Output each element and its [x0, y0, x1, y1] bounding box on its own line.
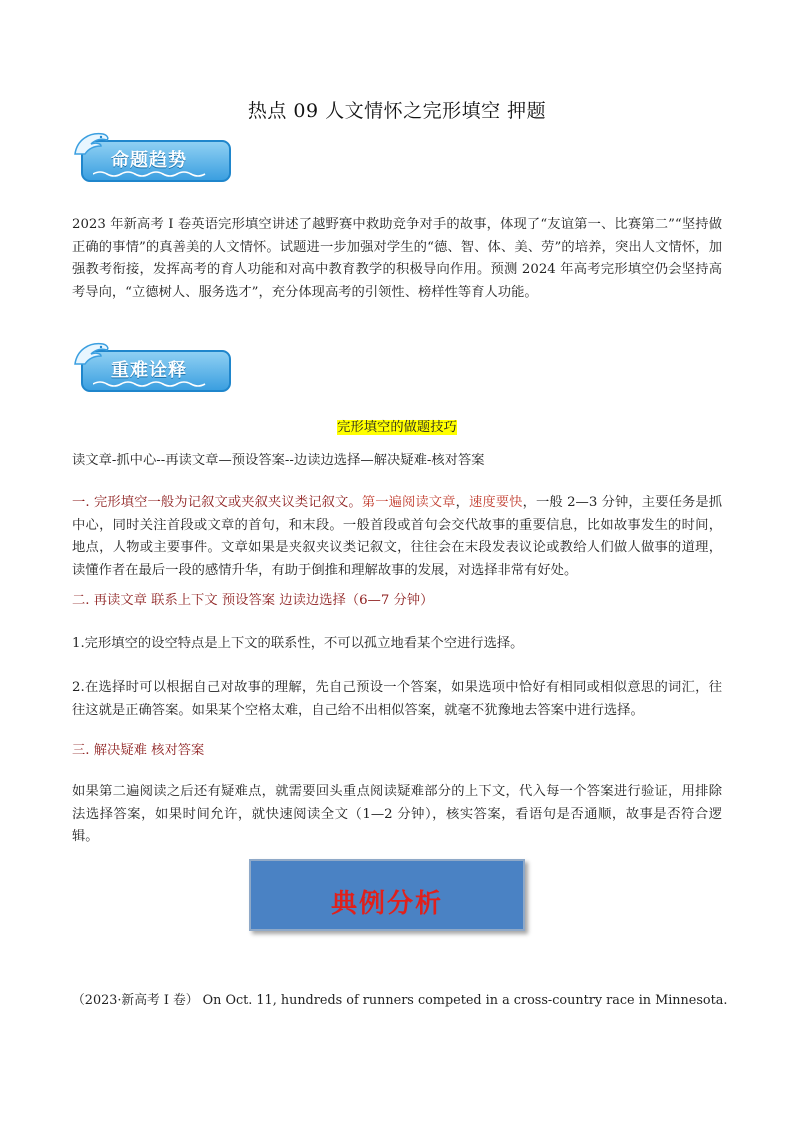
example-banner-label: 典例分析 [330, 889, 443, 919]
section1-speed: 速度要快 [468, 495, 523, 510]
section2-point1: 1.完形填空的设空特点是上下文的联系性，不可以孤立地看某个空进行选择。 [72, 636, 524, 651]
page-title: 热点 09 人文情怀之完形填空 押题 [247, 100, 547, 122]
section1-first-read: 第一遍阅读文章 [361, 495, 456, 510]
tips-heading: 完形填空的做题技巧 [337, 420, 457, 435]
badge-label: 命题趋势 [111, 150, 187, 171]
section1-lead: 一. 完形填空一般为记叙文或夹叙夹议类记叙文。 [72, 495, 362, 510]
section3-heading: 三. 解决疑难 核对答案 [72, 743, 205, 758]
section2-point2: 2.在选择时可以根据自己对故事的理解，先自己预设一个答案，如果选项中恰好有相同或相似意思的词汇，往往这就是正确答案。如果某个空格太难，自己给不出相似答案，就毫不犹豫地去答案中进行选择。 [72, 680, 722, 718]
dolphin-icon [71, 338, 111, 372]
example-banner [249, 859, 525, 931]
section1-paragraph [72, 492, 722, 582]
badge-label: 重难诠释 [111, 360, 187, 381]
trend-paragraph: 2023 年新高考 I 卷英语完形填空讲述了越野赛中救助竞争对手的故事，体现了“友谊第一、比赛第二”“坚持做正确的事情”的真善美的人文情怀。试题进一步加强对学生的“德、智、体、美、劳”的培养，突出人文情怀，加强教考衔接，发挥高考的育人功能和对高中教育教学的积极导向作用。预测 2024 年高考完形填空仍会坚持高考导向，“立德树人、服务选才”，充分体现高考的引领性、榜样性等育人功能。 [72, 217, 722, 300]
wave-decoration [93, 170, 213, 178]
trend-badge [71, 128, 233, 184]
difficulty-badge [71, 338, 233, 394]
wave-decoration [93, 380, 213, 388]
section1-comma: ， [455, 495, 469, 510]
dolphin-icon [71, 128, 111, 162]
section1-rest: ，一般 2—3 分钟，主要任务是抓中心，同时关注首段或文章的首句，和末段。一般首段或首句会交代故事的重要信息，比如故事发生的时间，地点，人物或主要事件。文章如果是夹叙夹议类记叙文，往往会在末段发表议论或教给人们做人做事的道理，读懂作者在最后一段的感情升华，有助于倒推和理解故事的发展，对选择非常有好处。 [72, 495, 723, 578]
steps-line: 读文章-抓中心--再读文章—预设答案--边读边选择—解决疑难-核对答案 [72, 453, 485, 468]
section2-heading: 二. 再读文章 联系上下文 预设答案 边读边选择（6—7 分钟） [72, 593, 434, 608]
tips-heading-row [0, 416, 794, 435]
section3-paragraph: 如果第二遍阅读之后还有疑难点，就需要回头重点阅读疑难部分的上下文，代入每一个答案进行验证，用排除法选择答案，如果时间允许，就快速阅读全文（1—2 分钟），核实答案，看语句是否通顺，故事是否符合逻辑。 [72, 784, 722, 844]
example-first-line: （2023·新高考 I 卷） On Oct. 11, hundreds of runners competed in a cross-country race in Minnesota. [72, 993, 728, 1008]
